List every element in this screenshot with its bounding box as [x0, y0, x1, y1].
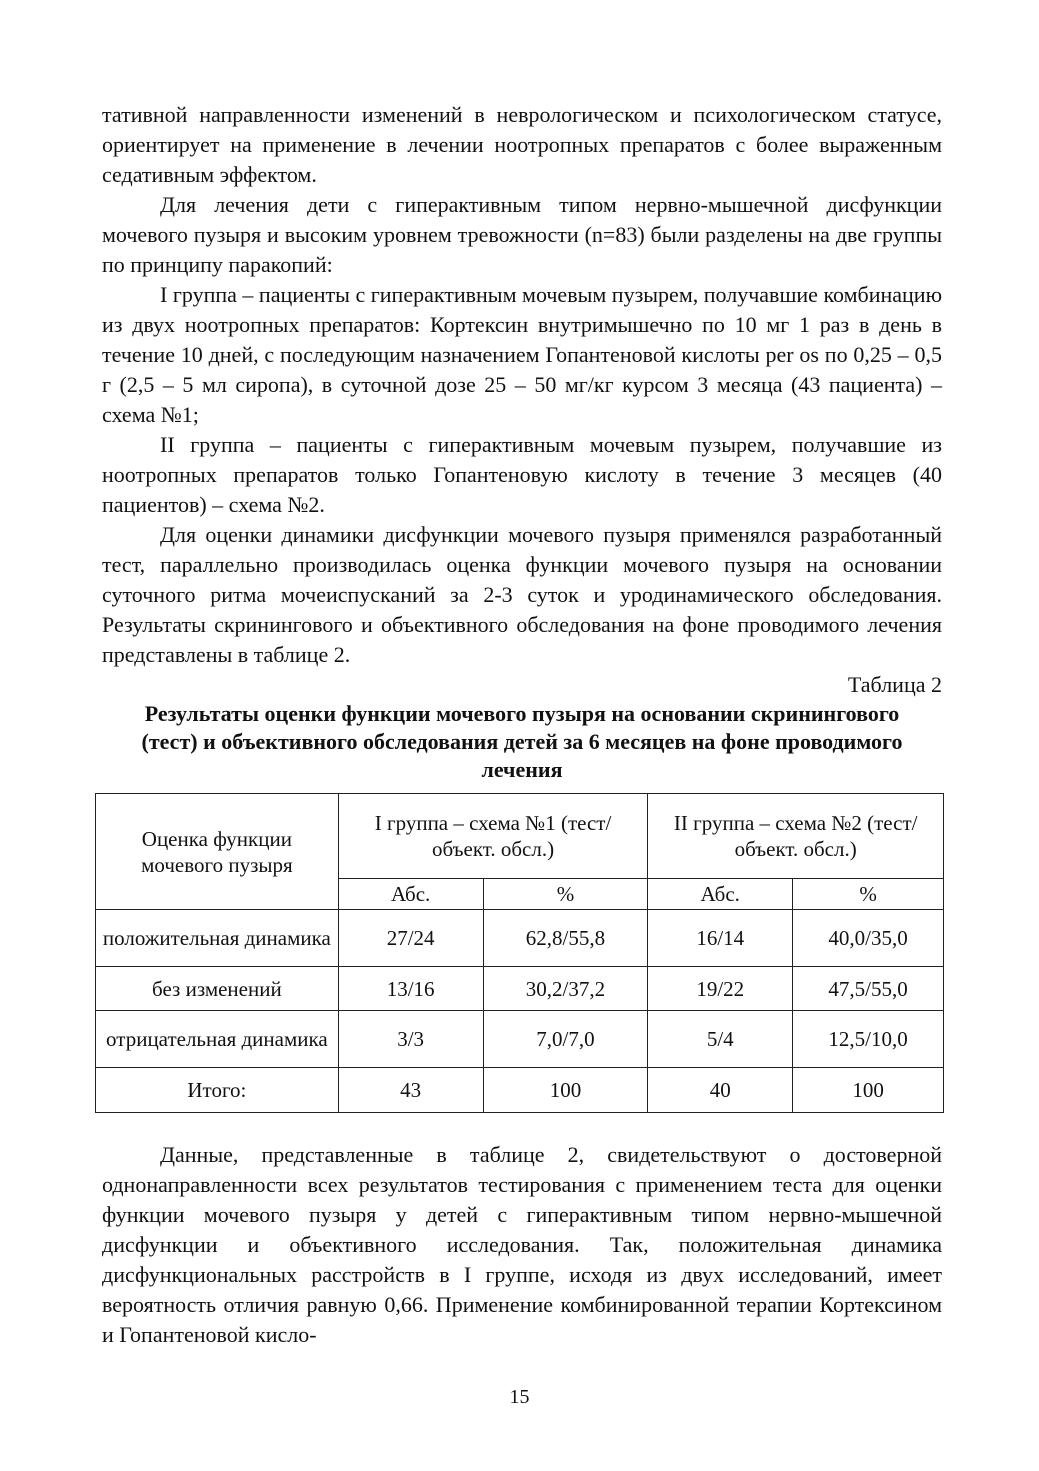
table-label: Таблица 2: [847, 672, 942, 697]
table-row: [96, 1011, 944, 1068]
table-row: [96, 967, 944, 1011]
cell: 43: [338, 1068, 483, 1113]
cell: 16/14: [648, 910, 793, 967]
row-label: отрицательная динамика: [96, 1011, 339, 1068]
page-number: 15: [509, 1386, 530, 1408]
cell: 62,8/55,8: [483, 910, 648, 967]
subheader-pct-1: %: [483, 879, 648, 910]
row-label: без изменений: [96, 967, 339, 1011]
cell: 7,0/7,0: [483, 1011, 648, 1068]
table-header-row: [96, 794, 944, 879]
body-text-after-table: [102, 1140, 942, 1350]
table-title: Результаты оценки функции мочевого пузыря на основании скринингового (тест) и объективного обследования детей за 6 месяцев на фоне проводимого лечения: [141, 701, 903, 782]
subheader-abs-1: Абс.: [338, 879, 483, 910]
table-row: [96, 910, 944, 967]
paragraph-continuation: тативной направленности изменений в неврологическом и психологическом статусе, ориентирует на применение в лечении ноотропных препаратов с более выраженным седативным эффектом.: [102, 102, 942, 187]
paragraph-group-2: II группа – пациенты с гиперактивным мочевым пузырем, получавшие из ноотропных препаратов только Гопантеновую кислоту в течение 3 месяцев (40 пациентов) – схема №2.: [102, 432, 942, 517]
row-label: положительная динамика: [96, 910, 339, 967]
cell: 40,0/35,0: [793, 910, 944, 967]
cell: 12,5/10,0: [793, 1011, 944, 1068]
cell: 100: [483, 1068, 648, 1113]
paragraph-method: Для оценки динамики дисфункции мочевого пузыря применялся разработанный тест, параллельно производилась оценка функции мочевого пузыря на основании суточного ритма мочеиспусканий за 2-3 суток и уродинамического обследования. Результаты скринингового и объективного обследования на фоне проводимого лечения представлены в таблице 2.: [102, 522, 942, 667]
cell: 5/4: [648, 1011, 793, 1068]
table-row-total: [96, 1068, 944, 1113]
header-group-1: I группа – схема №1 (тест/ объект. обсл.): [338, 794, 648, 879]
paragraph-group-1: I группа – пациенты с гиперактивным мочевым пузырем, получавшие комбинацию из двух ноотропных препаратов: Кортексин внутримышечно по 10 мг 1 раз в день в течение 10 дней, с последующим назначением Гопантеновой кислоты per os по 0,25 – 0,5 г (2,5 – 5 мл сиропа), в суточной дозе 25 – 50 мг/кг курсом 3 месяца (43 пациента) – схема №1;: [102, 282, 942, 427]
results-table: [95, 793, 944, 1113]
cell: 100: [793, 1068, 944, 1113]
paragraph-groups-intro: Для лечения дети с гиперактивным типом нервно-мышечной дисфункции мочевого пузыря и высоким уровнем тревожности (n=83) были разделены на две группы по принципу паракопий:: [102, 192, 942, 277]
subheader-abs-2: Абс.: [648, 879, 793, 910]
paragraph-conclusion: Данные, представленные в таблице 2, свидетельствуют о достоверной однонаправленности всех результатов тестирования с применением теста для оценки функции мочевого пузыря у детей с гиперактивным типом нервно-мышечной дисфункции и объективного исследования. Так, положительная динамика дисфункциональных расстройств в I группе, исходя из двух исследований, имеет вероятность отличия равную 0,66. Применение комбинированной терапии Кортексином и Гопантеновой кисло-: [102, 1142, 942, 1347]
row-label: Итого:: [96, 1068, 339, 1113]
subheader-pct-2: %: [793, 879, 944, 910]
header-assessment: Оценка функции мочевого пузыря: [96, 794, 339, 910]
cell: 13/16: [338, 967, 483, 1011]
cell: 47,5/55,0: [793, 967, 944, 1011]
cell: 19/22: [648, 967, 793, 1011]
cell: 40: [648, 1068, 793, 1113]
header-group-2: II группа – схема №2 (тест/ объект. обсл.): [648, 794, 944, 879]
cell: 27/24: [338, 910, 483, 967]
cell: 30,2/37,2: [483, 967, 648, 1011]
cell: 3/3: [338, 1011, 483, 1068]
body-text: [102, 100, 942, 784]
